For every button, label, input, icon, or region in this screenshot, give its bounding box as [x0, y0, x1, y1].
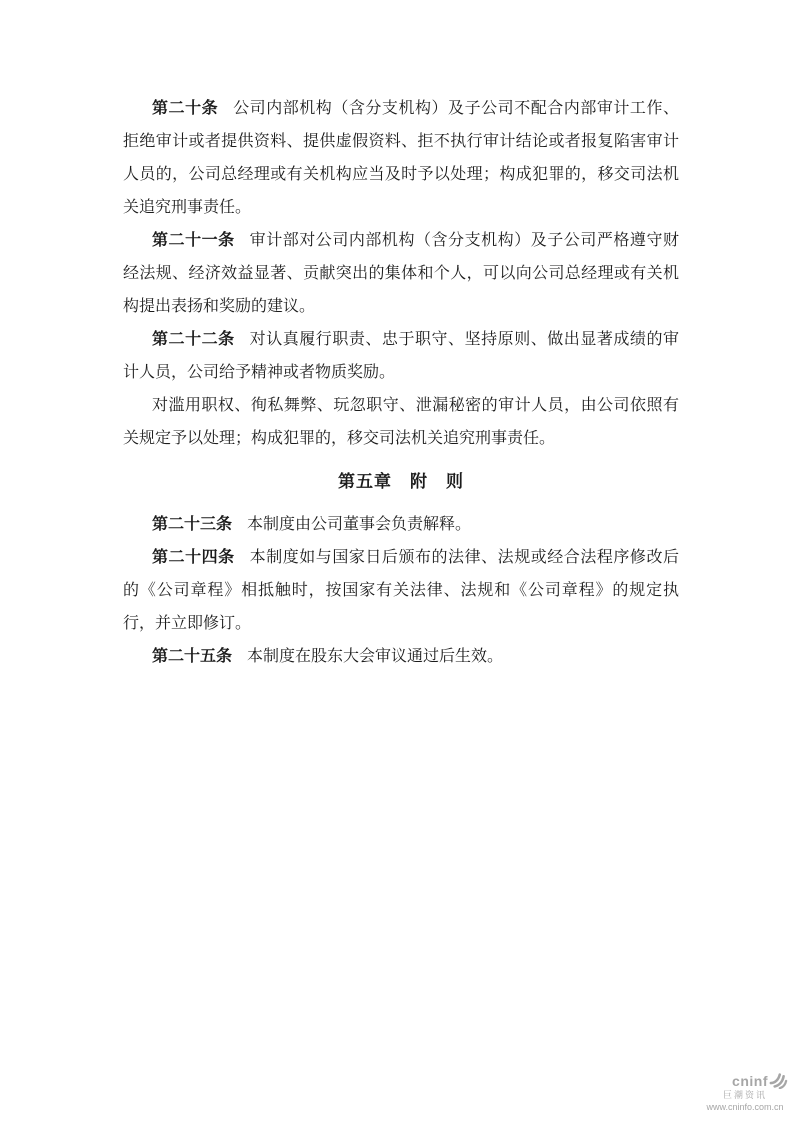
cninfo-chinese-name: 巨潮资讯 — [722, 1090, 767, 1101]
article-text: 审计部对公司内部机构（含分支机构）及子公司严格遵守财经法规、经济效益显著、贡献突出的集体和个人，可以向公司总经理或有关机构提出表扬和奖励的建议。 — [123, 232, 679, 315]
article-number: 第二十四条 — [152, 549, 235, 566]
article-number: 第二十一条 — [152, 232, 235, 249]
article-paragraph — [123, 323, 679, 389]
cninfo-logo-row — [700, 1072, 790, 1089]
article-number: 第二十三条 — [152, 516, 233, 533]
article-paragraph — [123, 541, 679, 640]
cninfo-watermark — [700, 1072, 790, 1112]
cninfo-url: www.cninfo.com.cn — [706, 1101, 784, 1112]
article-text: 对认真履行职责、忠于职守、坚持原则、做出显著成绩的审计人员，公司给予精神或者物质奖励。 — [123, 331, 679, 381]
article-paragraph — [123, 224, 679, 323]
article-number: 第二十二条 — [152, 331, 235, 348]
continuation-paragraph — [123, 389, 679, 455]
article-paragraph — [123, 92, 679, 224]
paragraph-text: 对滥用职权、徇私舞弊、玩忽职守、泄漏秘密的审计人员，由公司依照有关规定予以处理；构成犯罪的，移交司法机关追究刑事责任。 — [123, 397, 679, 447]
document-content — [123, 0, 679, 673]
article-text: 本制度在股东大会审议通过后生效。 — [247, 648, 504, 665]
article-paragraph — [123, 640, 679, 673]
chapter-heading: 第五章 附 则 — [338, 472, 464, 491]
article-text: 公司内部机构（含分支机构）及子公司不配合内部审计工作、拒绝审计或者提供资料、提供虚假资料、拒不执行审计结论或者报复陷害审计人员的，公司总经理或有关机构应当及时予以处理；构成犯罪的，移交司法机关追究刑事责任。 — [123, 100, 679, 216]
cninfo-swirl-icon — [769, 1072, 788, 1089]
article-paragraph — [123, 508, 679, 541]
article-number: 第二十五条 — [152, 648, 233, 665]
article-text: 本制度如与国家日后颁布的法律、法规或经合法程序修改后的《公司章程》相抵触时，按国家有关法律、法规和《公司章程》的规定执行，并立即修订。 — [123, 549, 679, 632]
article-text: 本制度由公司董事会负责解释。 — [247, 516, 472, 533]
article-number: 第二十条 — [152, 100, 219, 117]
cninfo-logo-text: cninf — [732, 1073, 768, 1090]
